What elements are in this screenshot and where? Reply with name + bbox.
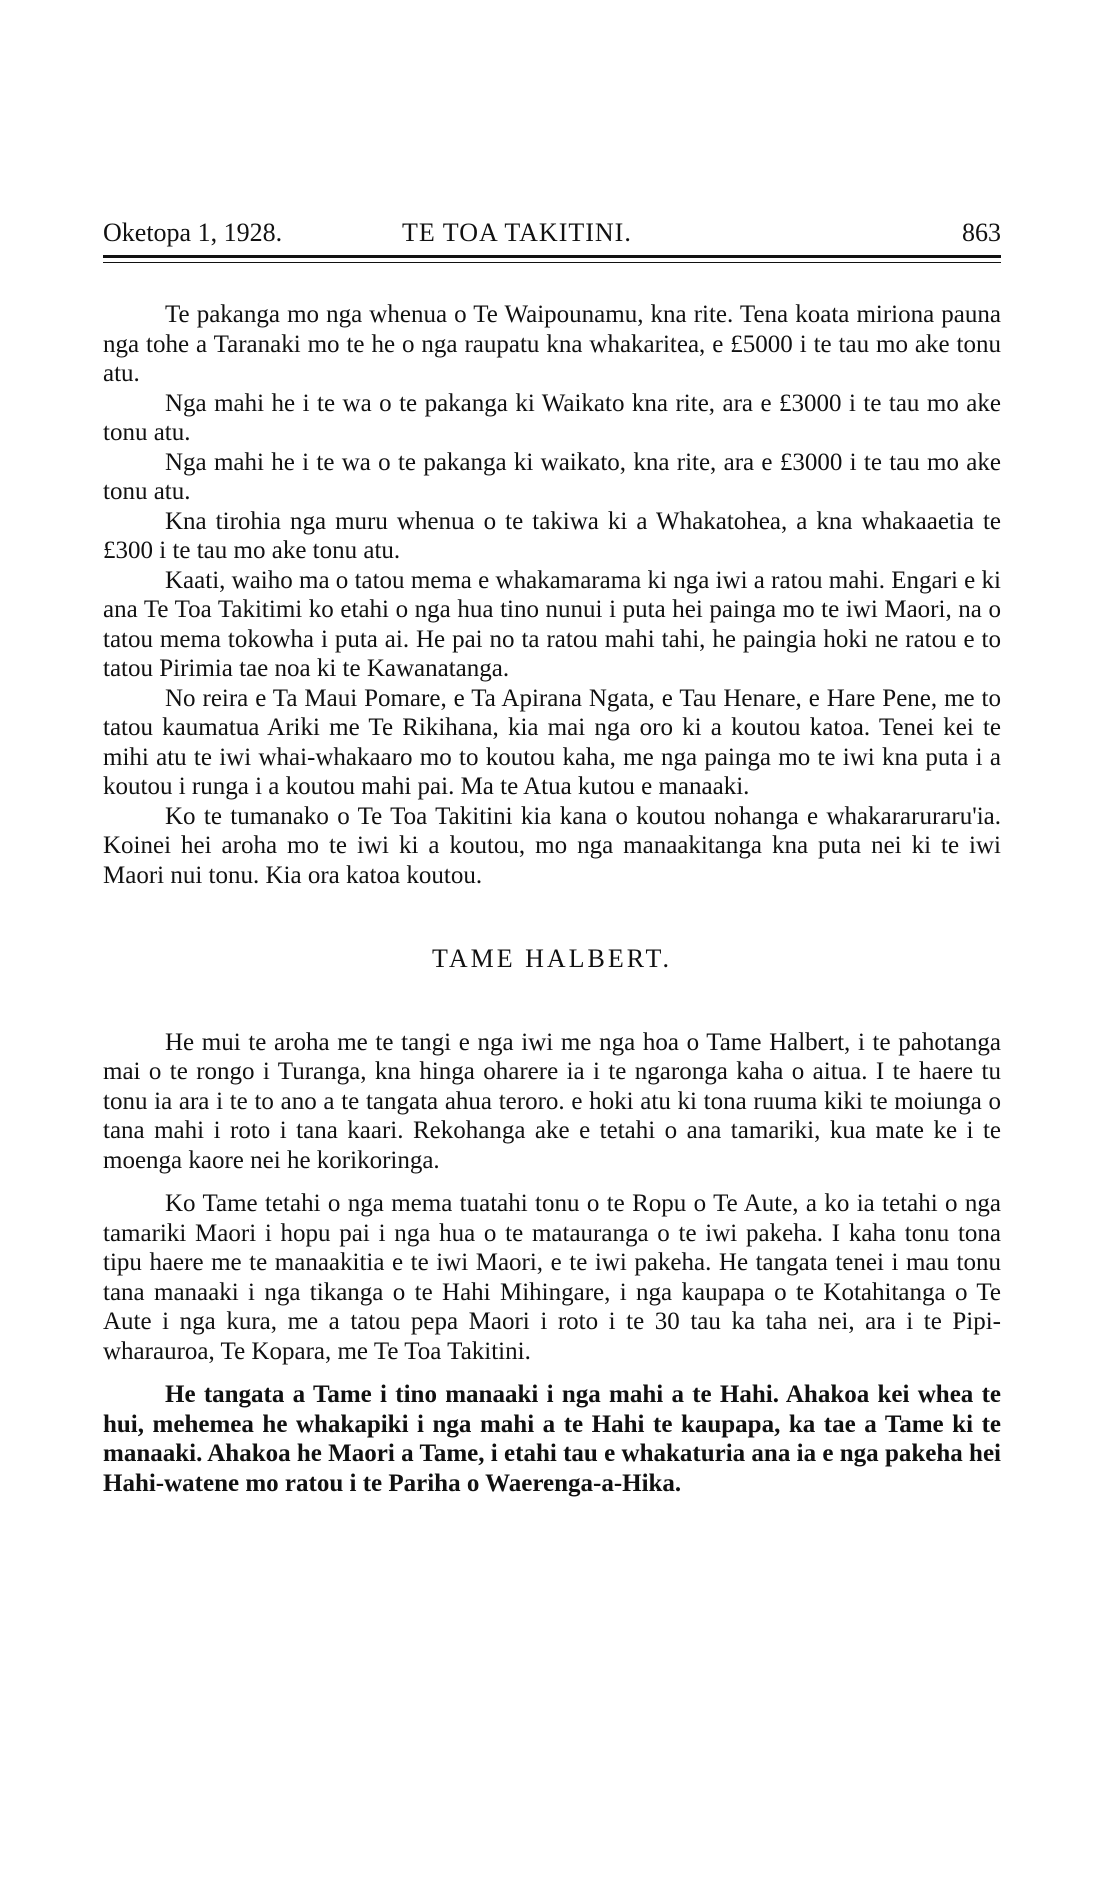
paragraph: Kna tirohia nga muru whenua o te takiwa ki a Whakatohea, a kna whakaaetia te £300 i te tau mo ake tonu atu.: [103, 507, 1001, 564]
article-body: [103, 300, 1001, 1498]
page-number: 863: [962, 218, 1001, 247]
header-title: TE TOA TAKITINI.: [402, 218, 632, 247]
header-date: Oketopa 1, 1928.: [103, 218, 283, 247]
paragraph: No reira e Ta Maui Pomare, e Ta Apirana Ngata, e Tau Henare, e Hare Pene, me to tatou kaumatua Ariki me Te Rikihana, kia mai nga oro ki a koutou katoa. Tenei kei te mihi atu te iwi whai-whakaaro mo to koutou kaha, me nga painga mo te iwi kna puta i a koutou i runga i a koutou mahi pai. Ma te Atua kutou e manaaki.: [103, 684, 1001, 800]
paragraph: Kaati, waiho ma o tatou mema e whakamarama ki nga iwi a ratou mahi. Engari e ki ana Te Toa Takitimi ko etahi o nga hua tino nunui i puta hei painga mo te iwi Maori, na o tatou mema tokowha i puta ai. He pai no ta ratou mahi tahi, he paingia hoki ne ratou e to tatou Pirimia tae noa ki te Kawanatanga.: [103, 566, 1001, 682]
header-rule-thick: [103, 255, 1001, 258]
section-heading: TAME HALBERT.: [432, 944, 672, 973]
page-header: [103, 216, 1001, 250]
paragraph: He tangata a Tame i tino manaaki i nga mahi a te Hahi. Ahakoa kei whea te hui, mehemea he whakapiki i nga mahi a te Hahi te kaupapa, ka tae a Tame ki te manaaki. Ahakoa he Maori a Tame, i etahi tau e whakaturia ana ia e nga pakeha hei Hahi-watene mo ratou i te Pariha o Waerenga-a-Hika.: [103, 1381, 1001, 1497]
paragraph: Te pakanga mo nga whenua o Te Waipounamu, kna rite. Tena koata miriona pauna nga tohe a Taranaki mo te he o nga raupatu kna whakaritea, e £5000 i te tau mo ake tonu atu.: [103, 301, 1001, 387]
header-rule-thin: [103, 262, 1001, 263]
paragraph: Nga mahi he i te wa o te pakanga ki Waikato kna rite, ara e £3000 i te tau mo ake tonu atu.: [103, 389, 1001, 446]
paragraph: Ko te tumanako o Te Toa Takitini kia kana o koutou nohanga e whakararuraru'ia. Koinei hei aroha mo te iwi ki a koutou, mo nga manaakitanga kna puta nei ki te iwi Maori nui tonu. Kia ora katoa koutou.: [103, 802, 1001, 889]
paragraph: Nga mahi he i te wa o te pakanga ki waikato, kna rite, ara e £3000 i te tau mo ake tonu atu.: [103, 448, 1001, 505]
paragraph: He mui te aroha me te tangi e nga iwi me nga hoa o Tame Halbert, i te pahotanga mai o te rongo i Turanga, kna hinga oharere ia i te ngaronga kaha o aitua. I te haere tu tonu ia ara i te to ano a te tangata ahua teroro. e hoki atu ki tona ruuma kiki te moiunga o tana mahi i roto i tana kaari. Rekohanga ake e tetahi o ana tamariki, kua mate ke i te moenga kaore nei he korikoringa.: [103, 1028, 1001, 1174]
paragraph: Ko Tame tetahi o nga mema tuatahi tonu o te Ropu o Te Aute, a ko ia tetahi o nga tamariki Maori i hopu pai i nga hua o te matauranga o te iwi pakeha. I kaha tonu tona tipu haere me te manaakitia e te iwi Maori, e te iwi pakeha. He tangata tenei i mau tonu tana manaaki i nga tikanga o te Hahi Mihingare, i nga kaupapa o te Kotahitanga o Te Aute i nga kura, me a tatou pepa Maori i roto i te 30 tau ka taha nei, ara i te Pipi-wharauroa, Te Kopara, me Te Toa Takitini.: [103, 1190, 1001, 1365]
